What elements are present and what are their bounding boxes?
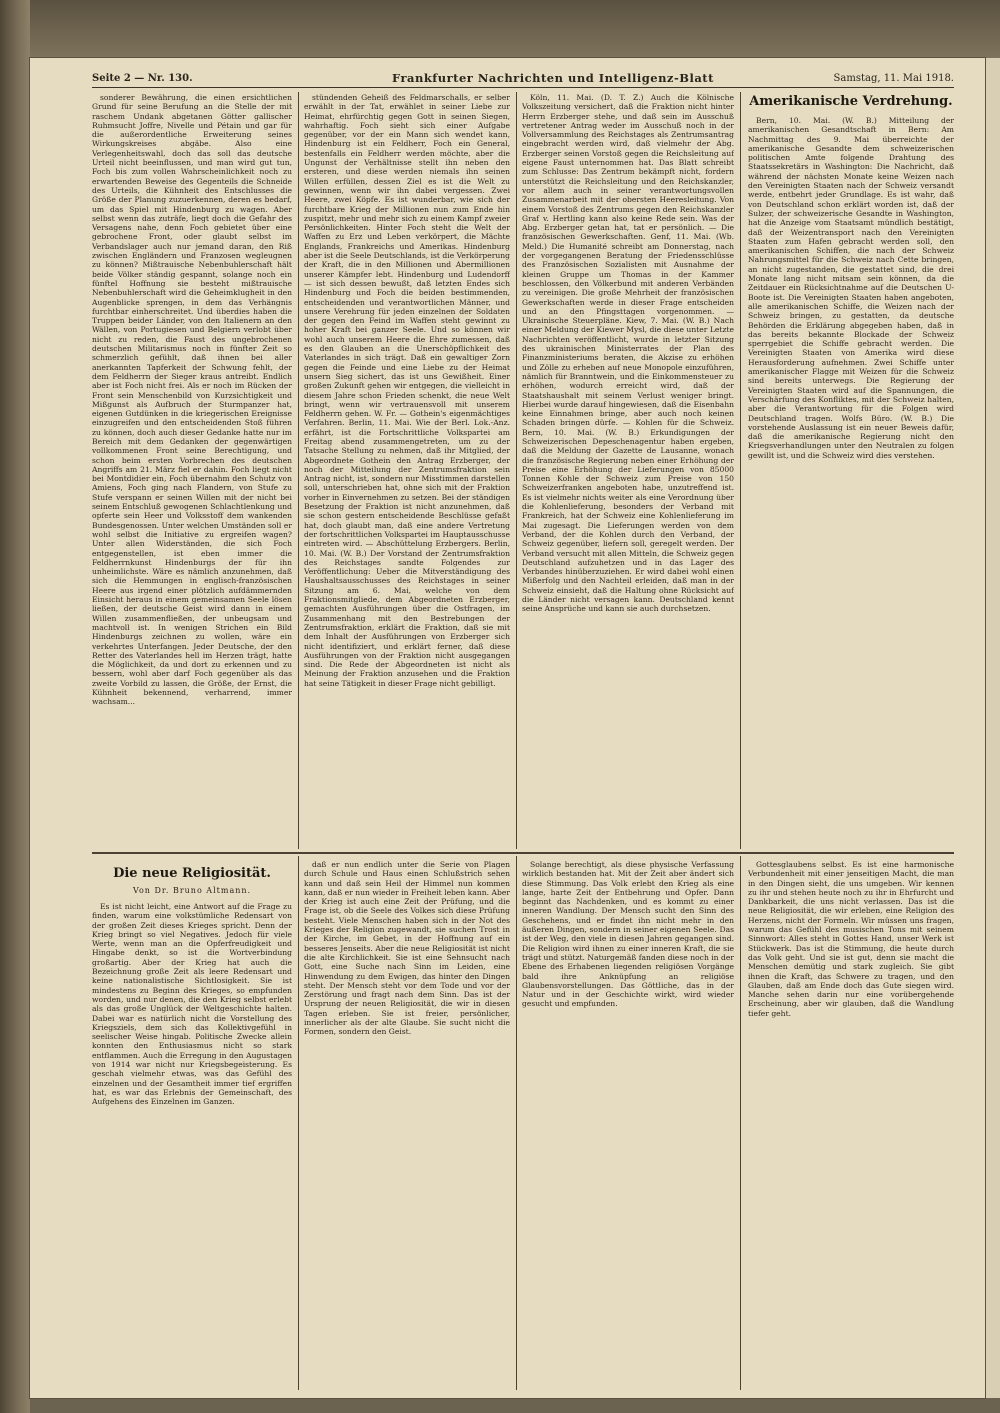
column-1-text: sonderer Bewährung, die einen ersichtlichen Grund für seine Berufung an die Stelle der mit raschem Undank abgetanen Götter gallischer Ruhmsucht Joffre, Nivelle und Pétain und gar für die außerordentliche Erweiterung seines Wirkungskreises abgäbe. Also eine Verlegenheitswahl, doch das soll das deutsche Urteil nicht beeinflussen, und man wird gut tun, Foch bis zum vollen Wahrscheinlichkeit noch zu erwartenden Beweise des Gegenteils die Schneide des Urteils, die Kühnheit des Entschlusses die Größe der Planung zuzuerkennen, deren es bedarf, um das Spiel mit Hindenburg zu wagen. Aber selbst wenn das zuträfe, liegt doch die Gefahr des Versagens nahe, denn Foch gebietet über eine gebrochene Front, oder glaubt selbst im Verbandslager auch nur jemand daran, den Riß zwischen Engländern und Franzosen wegleugnen zu können? Mißtrauische Nebenbuhlerschaft hält beide Völker ständig gespannt, solange noch ein fünftel Hoffnung sie besteht mißtrauische Nebenbuhlerschaft wird die Geheimklugheit in den Augenblicke sprengen, in dem das Verhängnis furchtbar einherschreitet. Und überdies haben die Truppen beider Länder, von den Italienern an den Wällen, von Portugiesen und Belgiern verlobt über nicht zu reden, die Faust des ungebrochenen deutschen Militarismus noch in fünfter Zeit so schmerzlich gefühlt, daß ihnen bei aller anerkannten Tapferkeit der Schwung fehlt, der dem Feldherrn der Sieger kraus antreibt. Endlich aber ist Foch nicht frei. Als er noch im Rücken der Front sein Menschenbild von Kurzsichtigkeit und Mißgunst als Aufbruch der Sturmpanzer hat, eigenen Gutdünken in die kriegerischen Ereignisse einzugreifen und den entscheidenden Stoß führen zu können, doch auch dieser Gedanke hatte nur im Bereich mit dem Gedanken der gegenwärtigen vollkommenen Front seine Berechtigung, und schon beim ersten Vorbrechen des deutschen Angriffs am 21. März fiel er dahin. Foch liegt nicht bei Montdidier ein, Foch übernahm den Schutz von Amiens, Foch ging nach Flandern, von Stufe zu Stufe verspann er seinen Willen mit der nicht bei seinem Entschluß gewogenen Schlachtlenkung und opferte sein Heer und Volksstoff dem wankenden Bundesgenossen. Unter welchen Umständen soll er wohl selbst die Initiative zu ergreifen wagen? Unter allen Widerständen, die sich Foch entgegenstellen, ist eben immer die Feldherrnkunst Hindenburgs der für ihn unheimlichste. Wäre es nämlich anzunehmen, daß sich die Hemmungen in englisch-französischen Heere aus irgend einer plötzlich aufdämmernden Einsicht heraus in einem gemeinsamen Seele lösen ließen, der deutsche Geist wird dann in einem Willen zusammenfließen, der unbeugsam und machtvoll ist. In wenigen Strichen ein Bild Hindenburgs zeichnen zu wollen, wäre ein verkehrtes Unterfangen. Jeder Deutsche, der den Retter des Vaterlandes hell im Herzen trägt, hatte die Möglichkeit, da und dort zu erkennen und zu bessern, wohl aber darf Foch gegenüber als das zweite Vorbild zu lassen, die Größe, der Ernst, die Kühnheit bekennend, verharrend, immer wachsam... xyxy=(92,93,292,707)
feuilleton-3-text: Solange berechtigt, als diese physische Verfassung wirklich bestanden hat. Mit der Zeit aber ändert sich diese Stimmung. Das Volk erlebt den Krieg als eine lange, harte Zeit der Entbehrung und Opfer. Dann beginnt das Nachdenken, und es kommt zu einer inneren Wandlung. Der Mensch sucht den Sinn des Geschehens, und er findet ihn nicht mehr in den äußeren Dingen, sondern in seiner eigenen Seele. Das ist der Weg, den viele in diesen Jahren gegangen sind. Die Religion wird ihnen zu einer inneren Kraft, die sie trägt und stützt. Naturgemäß fanden diese noch in der Ebene des Erhabenen liegenden religiösen Vorgänge bald ihre Anknüpfung an religiöse Glaubensvorstellungen. Das Göttliche, das in der Natur und in der Geschichte wirkt, wird wieder gesucht und empfunden. xyxy=(522,860,734,1009)
page-number: Seite 2 — Nr. 130. xyxy=(92,73,193,84)
feuilleton-rule-3 xyxy=(740,856,741,1390)
column-rule-3 xyxy=(740,92,741,849)
headline-die-neue-religiositaet: Die neue Religiosität. xyxy=(113,866,271,881)
feuilleton-4-text: Gottesglaubens selbst. Es ist eine harmonische Verbundenheit mit einer jenseitigen Macht, die man in den Dingen sieht, die uns umgeben. Wir kennen zu ihr und stehen heute noch zu ihr in Ehrfurcht und Dankbarkeit, die uns nicht verlassen. Das ist die neue Religiosität, die wir erleben, eine Religion des Herzens, nicht der Formeln. Wir müssen uns fragen, warum das Gefühl des musischen Tons mit seinem Sinnwort: Alles steht in Gottes Hand, unser Werk ist Stückwerk. Das ist die Stimmung, die heute durch das Volk geht. Und sie ist gut, denn sie macht die Menschen demütig und stark zugleich. Sie gibt ihnen die Kraft, das Schwere zu tragen, und den Glauben, daß am Ende doch das Gute siegen wird. Manche sehen darin nur eine vorübergehende Erscheinung, aber wir glauben, daß die Wandlung tiefer geht. xyxy=(748,860,954,1018)
scan-top-background xyxy=(30,0,1000,58)
next-page-edge xyxy=(985,58,1000,1398)
section-divider xyxy=(92,852,954,854)
feuilleton-column-3 xyxy=(522,860,734,1390)
page-header xyxy=(92,73,954,88)
feuilleton-column-2 xyxy=(304,860,510,1390)
article-column-2 xyxy=(304,93,510,848)
article-column-3 xyxy=(522,93,734,848)
feuilleton-column-1 xyxy=(92,902,292,1390)
article-byline: Von Dr. Bruno Altmann. xyxy=(132,886,252,895)
feuilleton-column-4 xyxy=(748,860,954,1390)
article-column-4 xyxy=(748,116,954,848)
feuilleton-1-text: Es ist nicht leicht, eine Antwort auf die Frage zu finden, warum eine volkstümliche Redensart von der großen Zeit dieses Krieges spricht. Denn der Krieg bringt so viel Negatives. Jedoch für viele Werte, wenn man an die Opferfreudigkeit und Hingabe denkt, so ist die Wortverbindung großartig. Aber der Krieg hat auch die Bezeichnung große Zeit als leere Redensart und keine nationalistische Sichtlosigkeit. Sie ist mindestens zu Beginn des Krieges, so empfunden worden, und nur denen, die den Krieg selbst erlebt als das große Unglück der Weltgeschichte halten. Dabei war es natürlich nicht die Vorstellung des Kriegsziels, dem sich das Kollektivgefühl in seelischer Weise hingab. Politische Zwecke allein konnten den Enthusiasmus nicht so stark entflammen. Auch die Erregung in den Augustagen von 1914 war nicht nur Kriegsbegeisterung. Es geschah vielmehr etwas, was das Gefühl des einzelnen und der Gesamtheit immer tief ergriffen hat, es war das Erlebnis der Gemeinschaft, des Aufgehens des Einzelnen im Ganzen. xyxy=(92,902,292,1107)
column-3-text: Köln, 11. Mai. (D. T. Z.) Auch die Kölnische Volkszeitung versichert, daß die Fraktion nicht hinter Herrn Erzberger stehe, und daß sein im Ausschuß vertretener Antrag weder im Ausschuß noch in der Vollversammlung des Reichstages als Zentrumsantrag eingebracht werden wird, daß vielmehr der Abg. Erzberger seinen Vorstoß gegen die Reichsleitung auf eigene Faust unternommen hat. Das Blatt schreibt zum Schlusse: Das Zentrum bekämpft nicht, fordern unterstützt die Reichsleitung und den Reichskanzler, vor allem auch in seiner verantwortungsvollen Zusammenarbeit mit der obersten Heeresleitung. Von einem Vorstoß des Zentrums gegen den Reichskanzler Graf v. Hertling kann also keine Rede sein. Was der Abg. Erzberger getan hat, tat er persönlich. — Die französischen Gewerkschaften. Genf, 11. Mai. (Wb. Meld.) Die Humanité schreibt am Donnerstag, nach der vorgegangenen Beratung der Friedensschlüsse des Französischen Sozialisten mit Ausnahme der kleinen Gruppe um Thomas in der Kammer beschlossen, den Völkerbund mit anderen Verbänden zu vereinigen. Die große Mehrheit der französischen Gewerkschaften werde in dieser Frage entscheiden und an den Pfingsttagen vorgenommen. — Ukrainische Steuerpläne. Kiew, 7. Mai. (W. B.) Nach einer Meldung der Kiewer Mysl, die diese unter Letzte Nachrichten veröffentlicht, wurde in letzter Sitzung des ukrainischen Ministerrates der Plan des Finanzministeriums beraten, die Akzise zu erhöhen und Zölle zu erheben auf neue Monopole einzuführen, nämlich für Branntwein, und die Einkommensteuer zu erhöhen, wodurch erreicht wird, daß der Staatshaushalt mit seinem Verlust weniger bringt. Hierbei wurde darauf hingewiesen, daß die Eisenbahn keine Einnahmen bringe, aber auch noch keinen Schaden bringen dürfe. — Kohlen für die Schweiz. Bern, 10. Mai. (W. B.) Erkundigungen der Schweizerischen Depeschenagentur haben ergeben, daß die Meldung der Gazette de Lausanne, wonach die französische Regierung neben einer Erhöhung der Preise eine Erhöhung der Lieferungen von 85000 Tonnen Kohle der Schweiz zum Preise von 150 Schweizerfranken angeboten habe, unzutreffend ist. Es ist vielmehr nichts weiter als eine Verordnung über die Kohlenlieferung, besonders der Verband mit Frankreich, hat der Schweiz eine Kohlenlieferung im Mai zugesagt. Die Lieferungen werden von dem Verband, der die Kohlen durch den Verband, der Schweiz gegenüber, liefern soll, geregelt werden. Der Verband versucht mit allen Mitteln, die Schweiz gegen Deutschland aufzuhetzen und in das Lager des Verbandes hinüberzuziehen. Er wird dabei wohl einen Mißerfolg und den Nachteil erleiden, daß man in der Schweiz einsieht, daß die Haltung ohne Rücksicht auf die Länder nicht versagen kann. Deutschland kennt seine Ansprüche und kann sie auch durchsetzen. xyxy=(522,93,734,614)
issue-date: Samstag, 11. Mai 1918. xyxy=(833,73,954,84)
feuilleton-rule-2 xyxy=(516,856,517,1390)
feuilleton-2-text: daß er nun endlich unter die Serie von Plagen durch Schule und Haus einen Schlußstrich sehen kann und daß sein Heil der Himmel nun kommen kann, daß er nun wieder in Freiheit leben kann. Aber der Krieg ist auch eine Zeit der Prüfung, und die Frage ist, ob die Seele des Volkes sich diese Prüfung besteht. Viele Menschen haben sich in der Not des Krieges der Religion zugewandt, sie suchen Trost in der Kirche, im Gebet, in der Hoffnung auf ein besseres Jenseits. Aber die neue Religiosität ist nicht die alte Kirchlichkeit. Sie ist eine Sehnsucht nach Gott, eine Suche nach Sinn im Leiden, eine Hinwendung zu dem Ewigen, das hinter den Dingen steht. Der Mensch steht vor dem Tode und vor der Zerstörung und fragt nach dem Sinn. Das ist der Ursprung der neuen Religiosität, die wir in diesen Tagen erleben. Sie ist freier, persönlicher, innerlicher als der alte Glaube. Sie sucht nicht die Formen, sondern den Geist. xyxy=(304,860,510,1037)
article-column-1 xyxy=(92,93,292,848)
column-4-text: Bern, 10. Mai. (W. B.) Mitteilung der amerikanischen Gesandtschaft in Bern: Am Nachmittag des 9. Mai überreichte der amerikanische Gesandte dem schweizerischen politischen Amte folgende Drahtung des Staatssekretärs in Washington: Die Nachricht, daß während der nächsten Monate keine Weizen nach den Vereinigten Staaten nach der Schweiz versandt werde, entbehrt jeder Grundlage. Es ist wahr, daß von Deutschland schon erklärt worden ist, daß der Sulzer, der schweizerische Gesandte in Washington, hat die Anzeige vom Staatsamt mündlich bestätigt, daß der Weizentransport nach den Vereinigten Staaten zum Hafen gebracht werden soll, den amerikanischen Schiffen, die nach der Schweiz Nahrungsmittel für die Schweiz nach Cette bringen, an nicht zugestanden, die gestattet sind, die drei Monate lang nicht mitsam sein können, da die Zeitdauer ein Rücksichtnahme auf die Deutschen U-Boote ist. Die Vereinigten Staaten haben angeboten, alle amerikanischen Schiffe, die Weizen nach der Schweiz bringen, zu gestatten, da deutsche Behörden die Erklärung abgegeben haben, daß in das bereits bekannte Blockade der Schweiz sperrgebiet die Schiffe gebracht werden. Die Vereinigten Staaten von Amerika wird diese Herausforderung aufnehmen. Zwei Schiffe unter amerikanischer Flagge mit Weizen für die Schweiz sind bereits unterwegs. Die Regierung der Vereinigten Staaten wird auf die Spannungen, die Verschärfung des Konfliktes, mit der Schweiz halten, aber die Verantwortung für die Folgen wird Deutschland tragen. Wolfs Büro. (W. B.) Die vorstehende Auslassung ist ein neuer Beweis dafür, daß die amerikanische Regierung nicht den Kriegsverhandlungen unter den Neutralen zu folgen gewillt ist, und die Schweiz wird dies verstehen. xyxy=(748,116,954,460)
column-rule-2 xyxy=(516,92,517,849)
column-rule-1 xyxy=(298,92,299,849)
newspaper-title: Frankfurter Nachrichten und Intelligenz-Blatt xyxy=(392,71,714,85)
page-binding-edge xyxy=(0,0,30,1413)
feuilleton-rule-1 xyxy=(298,856,299,1390)
headline-amerikanische-verdrehung: Amerikanische Verdrehung. xyxy=(749,94,953,109)
column-2-text: stündenden Geheiß des Feldmarschalls, er selber erwählt in der Tat, erwählet in seiner Liebe zur Heimat, ehrfürchtig gegen Gott in seinen Siegen, wahrhaftig. Foch sieht sich einer Aufgabe gegenüber, vor der ein Mann sich wendet kann, Hindenburg ist ein Feldherr, Foch ein General, bestenfalls ein Feldherr werden möchte, aber die Ungunst der Verhältnisse stellt ihn neben den ersteren, und diese werden niemals ihn seinen Willen erfüllen, dessen Ziel es ist die Welt zu gewinnen, wenn wir ihn dabei vergessen. Zwei Heere, zwei Köpfe. Es ist wunderbar, wie sich der furchtbare Krieg der Millionen nun zum Ende hin zuspitzt, mehr und mehr sich zu einem Kampf zweier Persönlichkeiten. Hinter Foch steht die Welt der Waffen zu Erz und Leben verkörpert, die Mächte Englands, Frankreichs und Amerikas. Hindenburg aber ist die Seele Deutschlands, ist die Verkörperung der Kraft, die in den Millionen und Abermillionen unserer Kämpfer lebt. Hindenburg und Ludendorff — ist sich dessen bewußt, daß letzten Endes sich Hindenburg und Foch die beiden bestimmenden, entscheidenden und verantwortlichen Männer, und unsere Verehrung für jeden einzelnen der Soldaten der gegen den Feind im Waffen steht gewinnt zu hoher Kraft bei ganzer Seele. Und so können wir wohl auch unserem Heere die Ehre zumessen, daß es den Glauben an die Unerschöpflichkeit des Vaterlandes in sich trägt. Daß ein gewaltiger Zorn gegen die Feinde und eine Liebe zu der Heimat unsern Sieg sichert, das ist uns Gewißheit. Einer großen Zukunft gehen wir entgegen, die vielleicht in diesem Jahre schon Frieden schenkt, die neue Welt bringt, wenn wir vertrauensvoll mit unserem Feldherrn gehen. W. Fr. — Gothein's eigenmächtiges Verfahren. Berlin, 11. Mai. Wie der Berl. Lok.-Anz. erfährt, ist die Fortschrittliche Volkspartei am Freitag abend zusammengetreten, um zu der Tatsache Stellung zu nehmen, daß ihr Mitglied, der Abgeordnete Gothein den Antrag Erzberger, der noch der Mitteilung der Zentrumsfraktion sein Antrag nicht, ist, sondern nur Misstimmen darstellen soll, unterschrieben hat, ohne sich mit der Fraktion vorher in Einvernehmen zu setzen. Bei der ständigen Besetzung der Fraktion ist nicht anzunehmen, daß sie schon gestern entscheidende Beschlüsse gefaßt hat, doch glaubt man, daß eine andere Vertretung der fortschrittlichen Volkspartei im Hauptausschusse eintreten wird. — Abschüttelung Erzbergers. Berlin, 10. Mai. (W. B.) Der Vorstand der Zentrumsfraktion des Reichstages sandte Folgendes zur Veröffentlichung: Ueber die Mitverständigung des Haushaltsausschusses des Reichstages in seiner Sitzung am 6. Mai, welche von dem Fraktionsmitgliede, dem Abgeordneten Erzberger, gemachten Ausführungen über die Ostfragen, im Zusammenhang mit den Bestrebungen der Zentrumsfraktion, erklärt die Fraktion, daß sie mit dem Inhalt der Ausführungen von Erzberger sich nicht identifiziert, und erklärt ferner, daß diese Ausführungen von der Fraktion nicht ausgegangen sind. Die Rede der Abgeordneten ist nicht als Meinung der Fraktion anzusehen und die Fraktion hat seine Tätigkeit in dieser Frage nicht gebilligt. xyxy=(304,93,510,688)
